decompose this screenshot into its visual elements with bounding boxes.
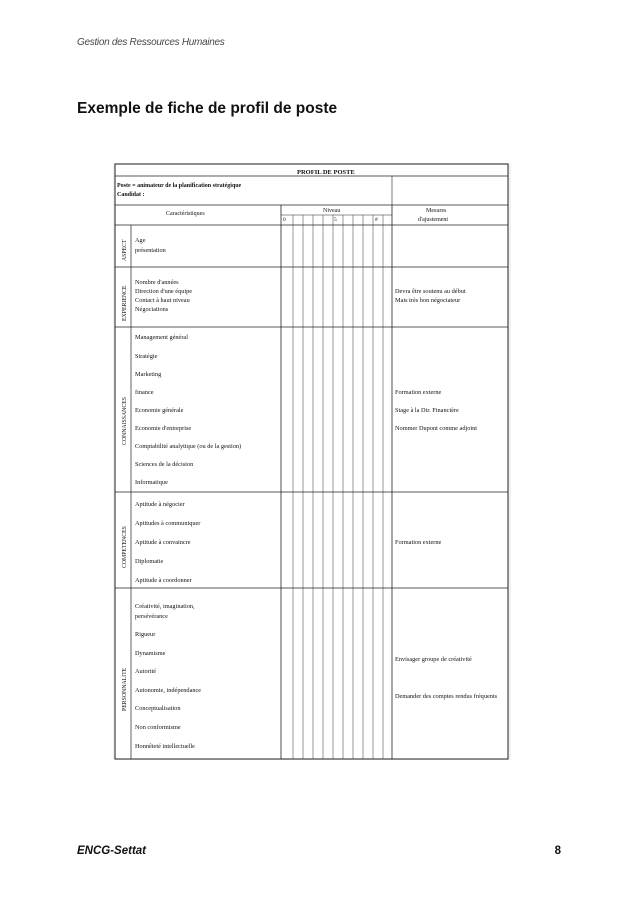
page-title: Exemple de fiche de profil de poste bbox=[77, 100, 338, 117]
item-text: Nombre d'années bbox=[135, 279, 179, 286]
level-tick-0: 0 bbox=[283, 217, 286, 223]
measure-text: Nommer Dupont comme adjoint bbox=[395, 425, 478, 432]
item-text: Aptitude à convaincre bbox=[135, 539, 191, 546]
page-footer bbox=[77, 845, 561, 861]
item-text: Direction d'une équipe bbox=[135, 288, 193, 295]
item-text: Conceptualisation bbox=[135, 705, 181, 712]
item-text: Economie générale bbox=[135, 407, 184, 414]
item-text: persévérance bbox=[135, 613, 168, 620]
level-tick-max: # bbox=[375, 217, 378, 223]
footer-school: ENCG-Settat bbox=[77, 845, 147, 857]
measure-text: Mais très bon négociateur bbox=[395, 297, 461, 304]
item-text: Honnêteté intellectuelle bbox=[135, 743, 195, 750]
item-text: finance bbox=[135, 389, 154, 396]
item-text: Aptitude à coordonner bbox=[135, 577, 192, 584]
section-label-knowledge: CONNAISSANCES bbox=[122, 397, 128, 445]
item-text: Autonomie, indépendance bbox=[135, 687, 202, 694]
col-measures-2: d'ajustement bbox=[418, 217, 449, 223]
section-label-personality: PERSONNALITE bbox=[122, 667, 128, 711]
measure-text: Envisager groupe de créativité bbox=[395, 656, 472, 663]
item-text: Aptitudes à communiquer bbox=[135, 520, 201, 527]
item-text: Aptitude à négocier bbox=[135, 501, 185, 508]
col-level: Niveau bbox=[323, 208, 341, 214]
item-text: Négociations bbox=[135, 306, 169, 313]
measure-text: Devra être soutenu au début bbox=[395, 288, 466, 295]
item-text: Marketing bbox=[135, 371, 162, 378]
item-text: Stratégie bbox=[135, 353, 158, 360]
running-header: Gestion des Ressources Humaines bbox=[77, 37, 225, 48]
item-text: Diplomatie bbox=[135, 558, 164, 565]
item-text: Dynamisme bbox=[135, 650, 166, 657]
item-text: Management général bbox=[135, 334, 188, 341]
measure-text: Demander des comptes rendus fréquents bbox=[395, 693, 498, 700]
candidat-line: Candidat : bbox=[117, 192, 145, 198]
item-text: Non conformisme bbox=[135, 724, 181, 731]
col-characteristics: Caractéristiques bbox=[166, 211, 205, 217]
page-number: 8 bbox=[554, 845, 561, 857]
form-heading: PROFIL DE POSTE bbox=[297, 169, 355, 176]
measure-text: Formation externe bbox=[395, 539, 442, 546]
section-label-aspect: ASPECT bbox=[122, 239, 128, 261]
item-text: Autorité bbox=[135, 668, 156, 675]
item-text: Economie d'entreprise bbox=[135, 425, 192, 432]
item-text: Comptabilité analytique (ou de la gestion) bbox=[135, 443, 242, 450]
measure-text: Stage à la Dir. Financière bbox=[395, 407, 459, 414]
item-text: Age bbox=[135, 237, 146, 244]
section-label-competences: COMPETENCES bbox=[122, 526, 128, 568]
profile-form-scan bbox=[113, 163, 511, 760]
col-measures: Mesures bbox=[426, 208, 447, 214]
poste-line: Poste = animateur de la planification stratégique bbox=[117, 183, 242, 189]
item-text: Créativité, imagination, bbox=[135, 603, 195, 610]
measure-text: Formation externe bbox=[395, 389, 442, 396]
item-text: Rigueur bbox=[135, 631, 156, 638]
level-tick-5: 5 bbox=[334, 217, 337, 223]
item-text: Contact à haut niveau bbox=[135, 297, 190, 304]
item-text: Informatique bbox=[135, 479, 168, 486]
item-text: présentation bbox=[135, 247, 166, 254]
profile-form-table bbox=[113, 163, 511, 760]
section-label-experience: EXPERIENCE bbox=[122, 285, 128, 321]
item-text: Sciences de la décision bbox=[135, 461, 194, 468]
